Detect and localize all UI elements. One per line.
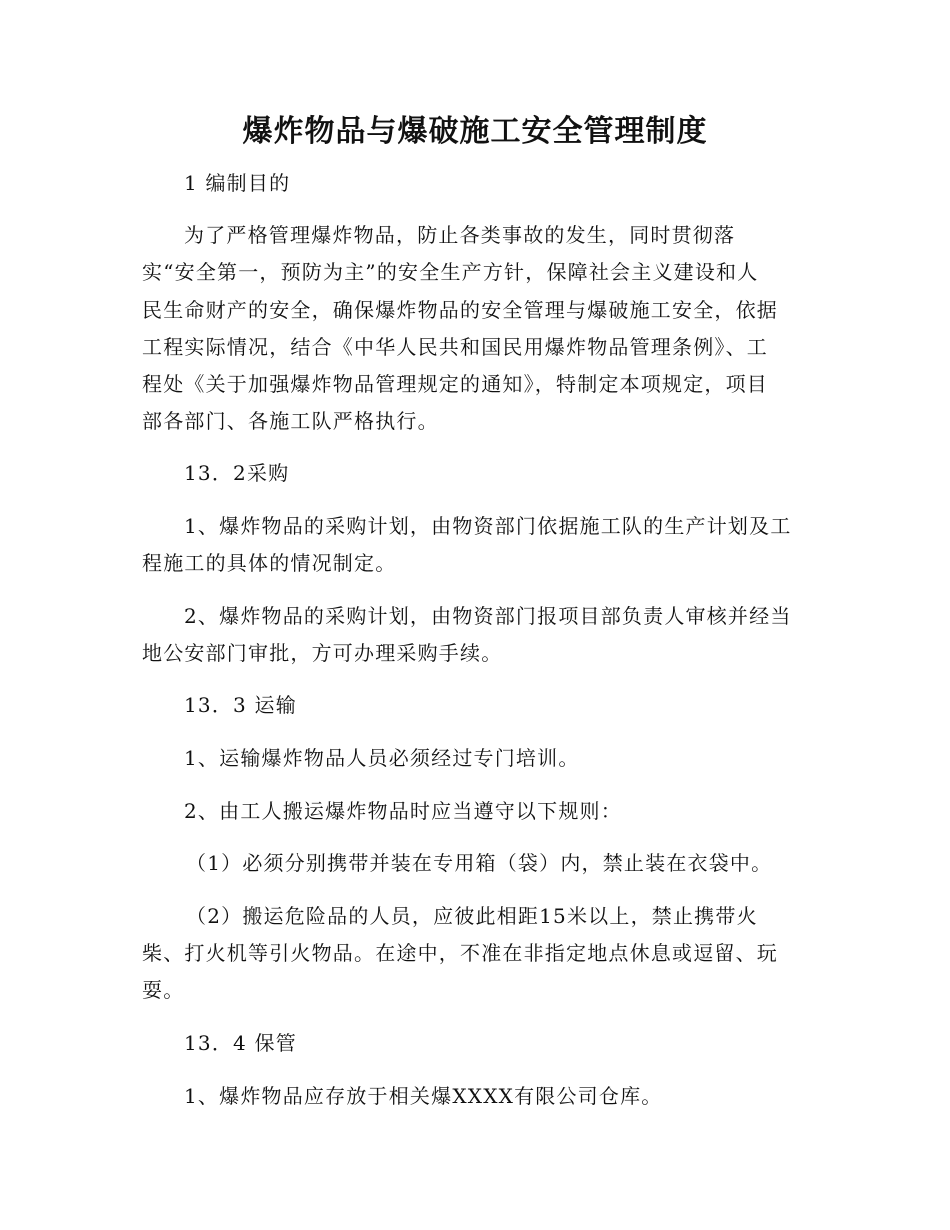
paragraph-line: 为了严格管理爆炸物品，防止各类事故的发生，同时贯彻落 [184, 223, 736, 247]
paragraph-line: 程处《关于加强爆炸物品管理规定的通知》，特制定本项规定，项目 [142, 372, 768, 396]
list-item-line: 2、爆炸物品的采购计划，由物资部门报项目部负责人审核并经当 [184, 604, 792, 628]
paragraph-line: 实“安全第一，预防为主”的安全生产方针，保障社会主义建设和人 [142, 260, 759, 284]
section-heading-transport: 13．3 运输 [184, 693, 297, 717]
list-item-line: 1、爆炸物品的采购计划，由物资部门依据施工队的生产计划及工 [184, 514, 792, 538]
sub-item-line: 耍。 [142, 978, 185, 1002]
paragraph-line: 民生命财产的安全，确保爆炸物品的安全管理与爆破施工安全，依据 [142, 298, 778, 322]
list-item-line: 1、运输爆炸物品人员必须经过专门培训。 [184, 746, 580, 770]
sub-item-line: （1）必须分别携带并装在专用箱（袋）内，禁止装在衣袋中。 [186, 851, 773, 875]
list-item-line: 地公安部门审批，方可办理采购手续。 [142, 641, 503, 665]
list-item-line: 1、爆炸物品应存放于相关爆XXXX有限公司仓库。 [184, 1084, 663, 1108]
sub-item-line: （2）搬运危险品的人员，应彼此相距15米以上，禁止携带火 [186, 904, 758, 928]
list-item-line: 2、由工人搬运爆炸物品时应当遵守以下规则： [184, 799, 622, 823]
list-item-line: 程施工的具体的情况制定。 [142, 551, 397, 575]
paragraph-line: 部各部门、各施工队严格执行。 [142, 409, 439, 433]
section-heading-purpose: 1 编制目的 [184, 171, 291, 195]
sub-item-line: 柴、打火机等引火物品。在途中，不准在非指定地点休息或逗留、玩 [142, 941, 778, 965]
section-heading-purchase: 13．2采购 [184, 461, 290, 485]
document-title: 爆炸物品与爆破施工安全管理制度 [242, 114, 708, 149]
paragraph-line: 工程实际情况，结合《中华人民共和国民用爆炸物品管理条例》、工 [142, 335, 768, 359]
section-heading-storage: 13．4 保管 [184, 1031, 297, 1055]
